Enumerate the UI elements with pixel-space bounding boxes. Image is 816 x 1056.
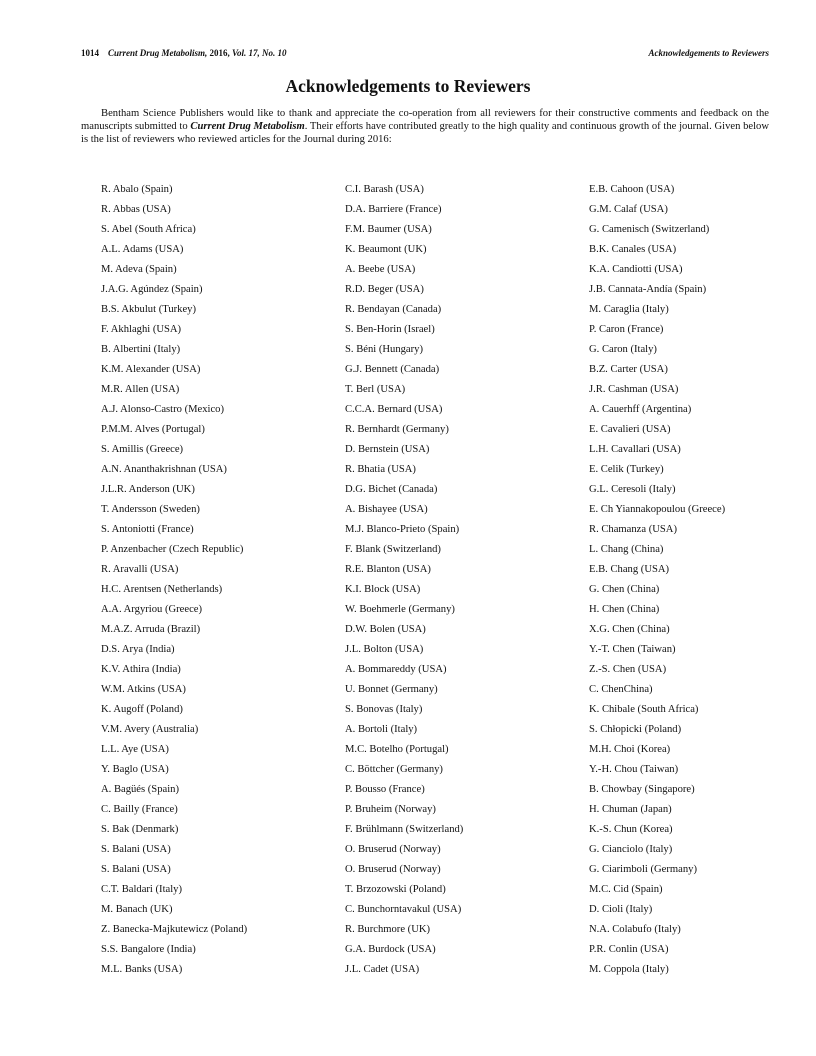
reviewer-name: V.M. Avery (Australia) (101, 724, 199, 735)
reviewer-name: Z. Banecka-Majkutewicz (Poland) (101, 924, 248, 935)
reviewer-name: S. Chłopicki (Poland) (589, 724, 682, 735)
year: 2016, (209, 48, 230, 58)
reviewer-name: O. Bruserud (Norway) (345, 864, 441, 875)
reviewer-name: E. Celik (Turkey) (589, 464, 664, 475)
reviewer-name: B.S. Akbulut (Turkey) (101, 304, 196, 315)
reviewer-name: G. Ciarimboli (Germany) (589, 864, 697, 875)
reviewer-name: J.A.G. Agúndez (Spain) (101, 284, 203, 295)
reviewer-name: P. Caron (France) (589, 324, 664, 335)
reviewer-name: A. Bommareddy (USA) (345, 664, 447, 675)
reviewer-name: K.A. Candiotti (USA) (589, 264, 683, 275)
reviewer-name: L.L. Aye (USA) (101, 744, 169, 755)
reviewer-name: S.S. Bangalore (India) (101, 944, 196, 955)
reviewer-name: M.H. Choi (Korea) (589, 744, 671, 755)
reviewer-name: D.G. Bichet (Canada) (345, 484, 438, 495)
reviewer-name: B. Albertini (Italy) (101, 344, 181, 355)
reviewer-name: R. Chamanza (USA) (589, 524, 677, 535)
reviewer-name: Z.-S. Chen (USA) (589, 664, 667, 675)
reviewer-name: F. Brühlmann (Switzerland) (345, 824, 464, 835)
reviewer-name: K.-S. Chun (Korea) (589, 824, 673, 835)
reviewer-name: D.W. Bolen (USA) (345, 624, 426, 635)
reviewer-name: A. Bagüés (Spain) (101, 784, 179, 795)
reviewer-name: J.L. Cadet (USA) (345, 964, 420, 975)
intro-paragraph (81, 107, 769, 146)
reviewer-name: C. ChenChina) (589, 684, 653, 695)
reviewer-name: S. Bonovas (Italy) (345, 704, 423, 715)
reviewer-name: R.D. Beger (USA) (345, 284, 424, 295)
reviewer-name: J.R. Cashman (USA) (589, 384, 679, 395)
reviewer-name: J.L. Bolton (USA) (345, 644, 424, 655)
reviewer-name: K. Augoff (Poland) (101, 704, 183, 715)
reviewer-name: B.Z. Carter (USA) (589, 364, 668, 375)
reviewer-name: D.S. Arya (India) (101, 644, 175, 655)
reviewer-name: P. Bruheim (Norway) (345, 804, 436, 815)
reviewer-name: G. Caron (Italy) (589, 344, 657, 355)
reviewer-name: T. Berl (USA) (345, 384, 406, 395)
reviewer-name: K.M. Alexander (USA) (101, 364, 201, 375)
reviewer-name: A.J. Alonso-Castro (Mexico) (101, 404, 224, 415)
reviewer-name: N.A. Colabufo (Italy) (589, 924, 681, 935)
reviewer-name: Y.-T. Chen (Taiwan) (589, 644, 676, 655)
reviewer-name: L.H. Cavallari (USA) (589, 444, 681, 455)
reviewer-name: J.B. Cannata-Andía (Spain) (589, 284, 707, 295)
reviewer-name: M.C. Botelho (Portugal) (345, 744, 449, 755)
reviewer-name: S. Antoniotti (France) (101, 524, 194, 535)
reviewer-name: D.A. Barriere (France) (345, 204, 442, 215)
reviewer-name: R. Bhatia (USA) (345, 464, 416, 475)
reviewer-name: S. Béni (Hungary) (345, 344, 423, 355)
reviewer-name: A. Bortoli (Italy) (345, 724, 418, 735)
reviewer-name: M. Adeva (Spain) (101, 264, 177, 275)
reviewer-name: E.B. Chang (USA) (589, 564, 670, 575)
reviewer-name: K. Beaumont (UK) (345, 244, 427, 255)
reviewer-name: D. Bernstein (USA) (345, 444, 430, 455)
reviewer-name: S. Balani (USA) (101, 864, 171, 875)
running-header (81, 48, 769, 58)
reviewer-name: D. Cioli (Italy) (589, 904, 653, 915)
reviewer-name: G.J. Bennett (Canada) (345, 364, 440, 375)
reviewer-name: K.V. Athira (India) (101, 664, 181, 675)
reviewer-column-2 (345, 182, 463, 982)
reviewer-name: M.A.Z. Arruda (Brazil) (101, 624, 201, 635)
reviewer-name: C. Böttcher (Germany) (345, 764, 443, 775)
reviewer-name: K.I. Block (USA) (345, 584, 421, 595)
reviewer-name: C.T. Baldari (Italy) (101, 884, 182, 895)
reviewer-name: A. Bishayee (USA) (345, 504, 428, 515)
reviewer-name: G.M. Calaf (USA) (589, 204, 668, 215)
reviewer-column-1 (101, 182, 247, 982)
reviewer-name: L. Chang (China) (589, 544, 664, 555)
reviewer-name: G.A. Burdock (USA) (345, 944, 436, 955)
reviewer-name: M.J. Blanco-Prieto (Spain) (345, 524, 460, 535)
reviewer-name: T. Brzozowski (Poland) (345, 884, 446, 895)
reviewer-name: A.N. Ananthakrishnan (USA) (101, 464, 227, 475)
reviewer-name: S. Bak (Denmark) (101, 824, 179, 835)
reviewer-name: C.C.A. Bernard (USA) (345, 404, 443, 415)
reviewer-name: A.A. Argyriou (Greece) (101, 604, 202, 615)
reviewer-name: R. Aravalli (USA) (101, 564, 179, 575)
reviewer-name: E. Cavalieri (USA) (589, 424, 671, 435)
reviewer-name: B.K. Canales (USA) (589, 244, 677, 255)
reviewer-name: G. Cianciolo (Italy) (589, 844, 673, 855)
reviewer-name: R. Abbas (USA) (101, 204, 171, 215)
reviewer-name: C. Bailly (France) (101, 804, 178, 815)
reviewer-name: A. Beebe (USA) (345, 264, 416, 275)
reviewer-name: O. Bruserud (Norway) (345, 844, 441, 855)
reviewer-name: P.M.M. Alves (Portugal) (101, 424, 205, 435)
reviewer-name: Y.-H. Chou (Taiwan) (589, 764, 679, 775)
reviewer-name: M.L. Banks (USA) (101, 964, 183, 975)
reviewer-name: R. Bendayan (Canada) (345, 304, 442, 315)
reviewer-name: T. Andersson (Sweden) (101, 504, 200, 515)
journal-name: Current Drug Metabolism, (108, 48, 208, 58)
reviewer-name: W. Boehmerle (Germany) (345, 604, 455, 615)
reviewer-name: C. Bunchorntavakul (USA) (345, 904, 462, 915)
page-title: Acknowledgements to Reviewers (285, 76, 531, 96)
reviewer-name: R. Bernhardt (Germany) (345, 424, 449, 435)
reviewer-name: F. Akhlaghi (USA) (101, 324, 182, 335)
reviewer-name: B. Chowbay (Singapore) (589, 784, 695, 795)
page-number: 1014 (81, 48, 99, 58)
reviewer-name: P.R. Conlin (USA) (589, 944, 669, 955)
reviewer-name: M. Banach (UK) (101, 904, 173, 915)
reviewer-name: S. Amillis (Greece) (101, 444, 184, 455)
reviewer-name: M.R. Allen (USA) (101, 384, 180, 395)
reviewer-name: K. Chibale (South Africa) (589, 704, 699, 715)
reviewer-name: U. Bonnet (Germany) (345, 684, 438, 695)
reviewer-name: F.M. Baumer (USA) (345, 224, 432, 235)
volume: Vol. 17, No. 10 (232, 48, 287, 58)
intro-journal: Current Drug Metabolism (190, 121, 305, 132)
reviewer-name: R.E. Blanton (USA) (345, 564, 431, 575)
reviewer-name: A.L. Adams (USA) (101, 244, 184, 255)
reviewer-name: E.B. Cahoon (USA) (589, 184, 675, 195)
reviewer-name: S. Abel (South Africa) (101, 224, 196, 235)
reviewer-name: G.L. Ceresoli (Italy) (589, 484, 676, 495)
reviewer-name: R. Burchmore (UK) (345, 924, 431, 935)
intro-text-1: Bentham Science Publishers would like to thank and appreciate the co-operation from all reviewers for their constructive comments and feedback on the manuscripts submitted to (81, 108, 769, 132)
reviewer-name: Y. Baglo (USA) (101, 764, 169, 775)
reviewer-name: S. Ben-Horin (Israel) (345, 324, 435, 335)
reviewer-name: M. Coppola (Italy) (589, 964, 669, 975)
intro-text-2: . Their efforts have contributed greatly to the high quality and continuous growth of the journal. Given below is the list of reviewers who reviewed articles for the Journal during 2016: (81, 121, 769, 145)
reviewer-name: P. Anzenbacher (Czech Republic) (101, 544, 244, 555)
running-header-left (81, 48, 287, 58)
reviewer-name: J.L.R. Anderson (UK) (101, 484, 195, 495)
reviewer-name: W.M. Atkins (USA) (101, 684, 186, 695)
reviewer-name: G. Camenisch (Switzerland) (589, 224, 710, 235)
reviewer-name: G. Chen (China) (589, 584, 660, 595)
reviewer-name: F. Blank (Switzerland) (345, 544, 441, 555)
section-name: Acknowledgements to Reviewers (648, 48, 769, 58)
reviewer-name: S. Balani (USA) (101, 844, 171, 855)
reviewer-name: H. Chen (China) (589, 604, 660, 615)
reviewer-name: X.G. Chen (China) (589, 624, 670, 635)
reviewer-name: M.C. Cid (Spain) (589, 884, 663, 895)
reviewer-name: H.C. Arentsen (Netherlands) (101, 584, 223, 595)
reviewer-name: R. Abalo (Spain) (101, 184, 173, 195)
reviewer-name: E. Ch Yiannakopoulou (Greece) (589, 504, 726, 515)
reviewer-name: C.I. Barash (USA) (345, 184, 424, 195)
reviewer-name: M. Caraglia (Italy) (589, 304, 669, 315)
reviewer-name: P. Bousso (France) (345, 784, 425, 795)
reviewer-column-3 (589, 182, 725, 982)
reviewer-name: H. Chuman (Japan) (589, 804, 672, 815)
reviewer-name: A. Cauerhff (Argentina) (589, 404, 692, 415)
